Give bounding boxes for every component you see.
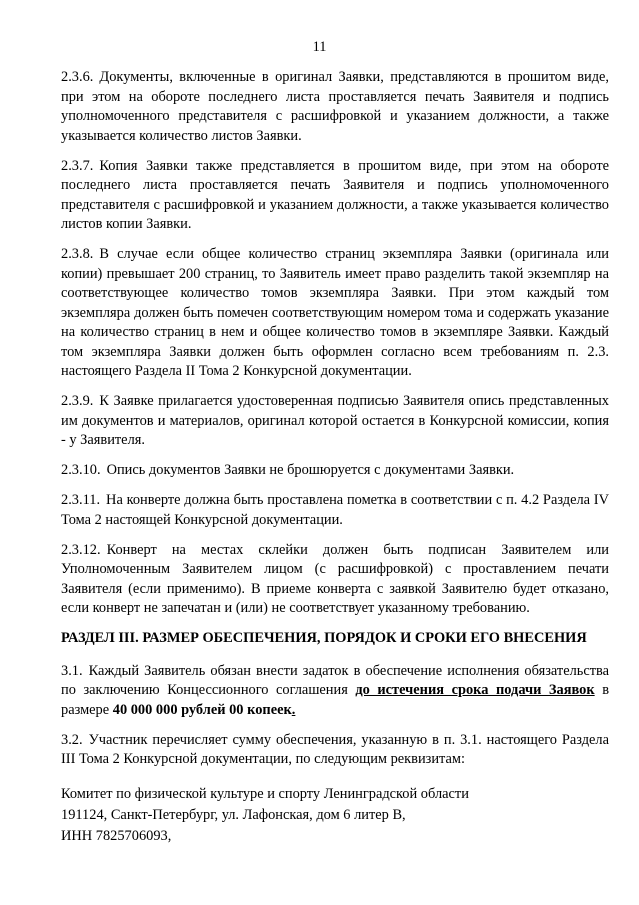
requisite-line: ИНН 7825706093, — [61, 827, 172, 844]
paragraph-number: 3.2. — [61, 731, 83, 748]
paragraph-number: 2.3.6. — [61, 69, 94, 85]
section-heading: РАЗДЕЛ III. РАЗМЕР ОБЕСПЕЧЕНИЯ, ПОРЯДОК И СРОКИ ЕГО ВНЕСЕНИЯ — [61, 630, 587, 646]
paragraph-3-2 — [61, 731, 609, 770]
paragraph-2-3-7 — [61, 157, 609, 235]
paragraph-text: в размере — [61, 682, 609, 718]
paragraph-2-3-10 — [61, 461, 609, 481]
paragraph-number: 3.1. — [61, 662, 83, 679]
bank-requisites — [61, 784, 609, 847]
paragraph-3-1 — [61, 662, 609, 721]
paragraph-number: 2.3.8. — [61, 246, 94, 262]
paragraph-2-3-6 — [61, 68, 609, 146]
paragraph-text: Участник перечисляет сумму обеспечения, указанную в п. 3.1. настоящего Раздела III Тома 2 Конкурсной документации, по следующим реквизитам: — [61, 731, 609, 767]
deadline-emphasis: до истечения срока подачи Заявок — [355, 682, 595, 698]
paragraph-text: Опись документов Заявки не брошюруется с документами Заявки. — [106, 462, 515, 478]
requisite-line: 191124, Санкт-Петербург, ул. Лафонская, дом 6 литер В, — [61, 806, 406, 823]
paragraph-2-3-9 — [61, 392, 609, 451]
paragraph-text: Конверт на местах склейки должен быть подписан Заявителем или Уполномоченным Заявителем лицом (с расшифровкой) с проставлением печати Заявителя (если применимо). В приеме конверта с заявкой Заявителю будет отказано, если конверт не запечатан и (или) не соответствует указанному требованию. — [61, 541, 609, 616]
paragraph-number: 2.3.9. — [61, 393, 94, 409]
paragraph-text: Каждый Заявитель обязан внести задаток в обеспечение исполнения обязательства по заключению Концессионного соглашения — [61, 662, 609, 698]
paragraph-number: 2.3.7. — [61, 157, 94, 174]
paragraph-number: 2.3.11. — [61, 492, 101, 508]
paragraph-2-3-8 — [61, 245, 609, 382]
page-content — [61, 68, 609, 847]
paragraph-text: Копия Заявки также представляется в прошитом виде, при этом на обороте последнего листа проставляется печать Заявителя и подпись уполномоченного представителя с расшифровкой и указанием должности, а также указывается количество листов копии Заявки. — [61, 157, 609, 232]
paragraph-text: На конверте должна быть проставлена пометка в соответствии с п. 4.2 Раздела IV Тома 2 настоящей Конкурсной документации. — [61, 492, 609, 528]
requisite-line: Комитет по физической культуре и спорту Ленинградской области — [61, 785, 469, 802]
page-number: 11 — [312, 39, 327, 55]
paragraph-number: 2.3.10. — [61, 462, 101, 478]
paragraph-period: . — [291, 701, 296, 718]
paragraph-number: 2.3.12. — [61, 541, 101, 558]
deposit-amount: 40 000 000 рублей 00 копеек — [112, 701, 292, 718]
paragraph-2-3-12 — [61, 541, 609, 619]
paragraph-text: Документы, включенные в оригинал Заявки, представляются в прошитом виде, при этом на обороте последнего листа проставляется печать Заявителя и подпись уполномоченного представителя с расшифровкой и указанием должности, а также указывается количество листов Заявки. — [61, 69, 609, 144]
paragraph-text: К Заявке прилагается удостоверенная подписью Заявителя опись представленных им документов и материалов, оригинал которой остается в Конкурсной комиссии, копия - у Заявителя. — [61, 393, 609, 448]
paragraph-text: В случае если общее количество страниц экземпляра Заявки (оригинала или копии) превышает 200 страниц, то Заявитель имеет право разделить такой экземпляр на соответствующее количество томов экземпляра Заявки. При этом каждый том экземпляра должен быть помечен соответствующим номером тома и содержать указание на количество страниц в нем и общее количество томов в экземпляре Заявки. Каждый том экземпляра Заявки должен быть оформлен согласно всем требованиям п. 2.3. настоящего Раздела II Тома 2 Конкурсной документации. — [61, 246, 609, 379]
paragraph-2-3-11 — [61, 491, 609, 530]
